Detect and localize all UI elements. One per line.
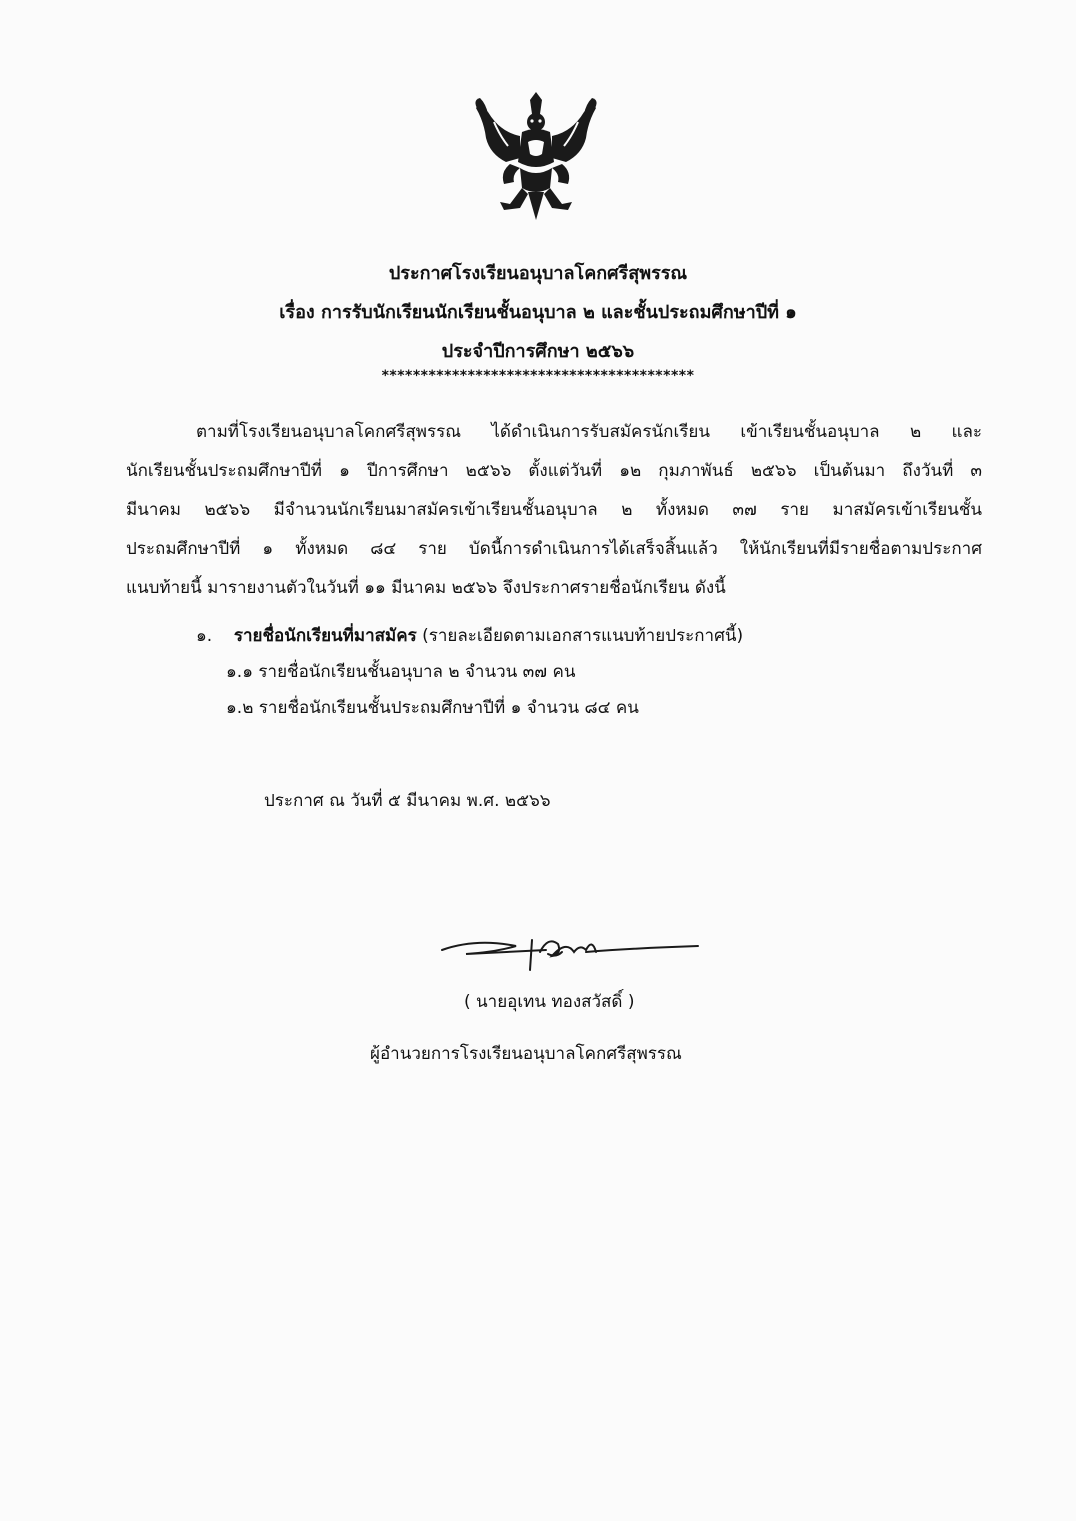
list-item: ๑.๒ รายชื่อนักเรียนชั้นประถมศึกษาปีที่ ๑ จำนวน ๘๔ คน [226, 698, 639, 718]
body-line: ประถมศึกษาปีที่ ๑ ทั้งหมด ๘๔ ราย บัดนี้การดำเนินการได้เสร็จสิ้นแล้ว ให้นักเรียนที่มีรายชื่อตามประกาศ [126, 539, 982, 559]
signatory-name: ( นายอุเทน ทองสวัสดิ์ ) [464, 992, 635, 1012]
announcement-title: ประกาศโรงเรียนอนุบาลโคกศรีสุพรรณ [388, 263, 688, 284]
star-separator: **************************************** [381, 368, 695, 384]
body-line: ตามที่โรงเรียนอนุบาลโคกศรีสุพรรณ ได้ดำเนินการรับสมัครนักเรียน เข้าเรียนชั้นอนุบาล ๒ และ [196, 422, 982, 442]
body-line: แนบท้ายนี้ มารายงานตัวในวันที่ ๑๑ มีนาคม ๒๕๖๖ จึงประกาศรายชื่อนักเรียน ดังนี้ [126, 578, 726, 598]
garuda-emblem-icon [470, 92, 602, 220]
list-heading-note: (รายละเอียดตามเอกสารแนบท้ายประกาศนี้) [422, 626, 744, 646]
body-line: มีนาคม ๒๕๖๖ มีจำนวนนักเรียนมาสมัครเข้าเรียนชั้นอนุบาล ๒ ทั้งหมด ๓๗ ราย มาสมัครเข้าเรียนชั้น [126, 500, 982, 520]
body-line: นักเรียนชั้นประถมศึกษาปีที่ ๑ ปีการศึกษา ๒๕๖๖ ตั้งแต่วันที่ ๑๒ กุมภาพันธ์ ๒๕๖๖ เป็นต้นมา ถึงวันที่ ๓ [126, 461, 982, 481]
academic-year: ประจำปีการศึกษา ๒๕๖๖ [441, 341, 635, 362]
announce-date: ประกาศ ณ วันที่ ๕ มีนาคม พ.ศ. ๒๕๖๖ [264, 791, 551, 811]
list-heading [196, 622, 743, 649]
announcement-subject: เรื่อง การรับนักเรียนนักเรียนชั้นอนุบาล ๒ และชั้นประถมศึกษาปีที่ ๑ [279, 302, 797, 323]
list-heading-text: รายชื่อนักเรียนที่มาสมัคร [233, 626, 417, 646]
signatory-position: ผู้อำนวยการโรงเรียนอนุบาลโคกศรีสุพรรณ [370, 1044, 682, 1064]
list-number: ๑. [196, 626, 213, 646]
list-item: ๑.๑ รายชื่อนักเรียนชั้นอนุบาล ๒ จำนวน ๓๗ คน [226, 662, 576, 682]
handwritten-signature-icon [436, 930, 706, 980]
